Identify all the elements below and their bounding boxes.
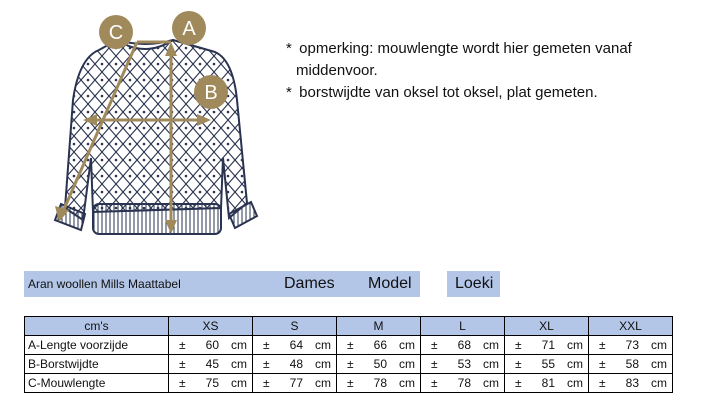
unit-label: cm (399, 376, 415, 390)
size-header-xs: XS (169, 317, 253, 336)
table-row (25, 355, 673, 374)
gender-label: Dames (284, 275, 335, 292)
badge-b (194, 75, 228, 109)
measurement-value: 73 (625, 338, 639, 352)
measurement-value: 78 (373, 376, 387, 390)
value-cell-m (337, 355, 421, 374)
value-cell-xs (169, 336, 253, 355)
unit-label: cm (483, 357, 499, 371)
badge-a (172, 11, 206, 45)
measurement-value: 78 (457, 376, 471, 390)
unit-header: cm's (25, 317, 169, 336)
sweater-illustration (55, 40, 257, 234)
measurement-value: 83 (625, 376, 639, 390)
value-cell-xxl (589, 355, 673, 374)
value-cell-xs (169, 374, 253, 393)
size-chart-header-bar (24, 271, 420, 297)
unit-label: cm (483, 338, 499, 352)
note-chest-width: * borstwijdte van oksel tot oksel, plat gemeten. (286, 84, 598, 101)
plusminus-sign: ± (515, 376, 522, 390)
measurement-value: 68 (457, 338, 471, 352)
measurement-value: 77 (289, 376, 303, 390)
size-header-m: M (337, 317, 421, 336)
measurement-value: 71 (541, 338, 555, 352)
measurement-value: 75 (205, 376, 219, 390)
svg-text:A: A (182, 18, 196, 40)
row-label: C-Mouwlengte (25, 374, 169, 393)
value-cell-xxl (589, 374, 673, 393)
unit-label: cm (315, 357, 331, 371)
size-table-header-row (25, 317, 673, 336)
unit-label: cm (567, 338, 583, 352)
measurement-value: 60 (205, 338, 219, 352)
unit-label: cm (483, 376, 499, 390)
model-name-box (447, 271, 500, 297)
plusminus-sign: ± (347, 338, 354, 352)
unit-label: cm (567, 357, 583, 371)
svg-text:B: B (204, 82, 218, 104)
value-cell-xl (505, 355, 589, 374)
value-cell-m (337, 336, 421, 355)
plusminus-sign: ± (263, 376, 270, 390)
plusminus-sign: ± (431, 357, 438, 371)
plusminus-sign: ± (179, 376, 186, 390)
measurement-value: 58 (625, 357, 639, 371)
measurement-value: 66 (373, 338, 387, 352)
value-cell-xl (505, 374, 589, 393)
plusminus-sign: ± (515, 338, 522, 352)
unit-label: cm (399, 338, 415, 352)
model-label: Model (368, 275, 412, 292)
badge-c (99, 15, 133, 49)
size-table (24, 316, 673, 393)
unit-label: cm (651, 357, 667, 371)
plusminus-sign: ± (179, 338, 186, 352)
value-cell-s (253, 374, 337, 393)
value-cell-xs (169, 355, 253, 374)
plusminus-sign: ± (599, 338, 606, 352)
size-header-xxl: XXL (589, 317, 673, 336)
unit-label: cm (231, 338, 247, 352)
value-cell-l (421, 336, 505, 355)
table-row (25, 374, 673, 393)
plusminus-sign: ± (347, 376, 354, 390)
plusminus-sign: ± (431, 338, 438, 352)
unit-label: cm (399, 357, 415, 371)
plusminus-sign: ± (431, 376, 438, 390)
size-header-s: S (253, 317, 337, 336)
plusminus-sign: ± (179, 357, 186, 371)
value-cell-s (253, 355, 337, 374)
size-chart-title: Aran woollen Mills Maattabel (28, 277, 181, 291)
plusminus-sign: ± (263, 338, 270, 352)
plusminus-sign: ± (347, 357, 354, 371)
unit-label: cm (315, 376, 331, 390)
model-name: Loeki (455, 275, 494, 292)
unit-label: cm (231, 376, 247, 390)
unit-label: cm (231, 357, 247, 371)
measurement-value: 64 (289, 338, 303, 352)
measurement-value: 45 (205, 357, 219, 371)
plusminus-sign: ± (263, 357, 270, 371)
measurement-value: 81 (541, 376, 555, 390)
value-cell-m (337, 374, 421, 393)
measurement-notes (286, 38, 632, 104)
plusminus-sign: ± (599, 357, 606, 371)
svg-text:C: C (108, 22, 124, 44)
size-header-xl: XL (505, 317, 589, 336)
table-row (25, 336, 673, 355)
value-cell-xl (505, 336, 589, 355)
unit-label: cm (315, 338, 331, 352)
plusminus-sign: ± (515, 357, 522, 371)
measurement-value: 48 (289, 357, 303, 371)
unit-label: cm (651, 338, 667, 352)
measurement-value: 55 (541, 357, 555, 371)
unit-label: cm (651, 376, 667, 390)
measurement-value: 53 (457, 357, 471, 371)
unit-label: cm (567, 376, 583, 390)
value-cell-xxl (589, 336, 673, 355)
value-cell-s (253, 336, 337, 355)
note-sleeve-length: * opmerking: mouwlengte wordt hier gemeten vanaf middenvoor. (286, 40, 632, 79)
value-cell-l (421, 374, 505, 393)
row-label: B-Borstwijdte (25, 355, 169, 374)
value-cell-l (421, 355, 505, 374)
sweater-measurement-diagram (25, 8, 265, 244)
row-label: A-Lengte voorzijde (25, 336, 169, 355)
size-header-l: L (421, 317, 505, 336)
plusminus-sign: ± (599, 376, 606, 390)
measurement-value: 50 (373, 357, 387, 371)
